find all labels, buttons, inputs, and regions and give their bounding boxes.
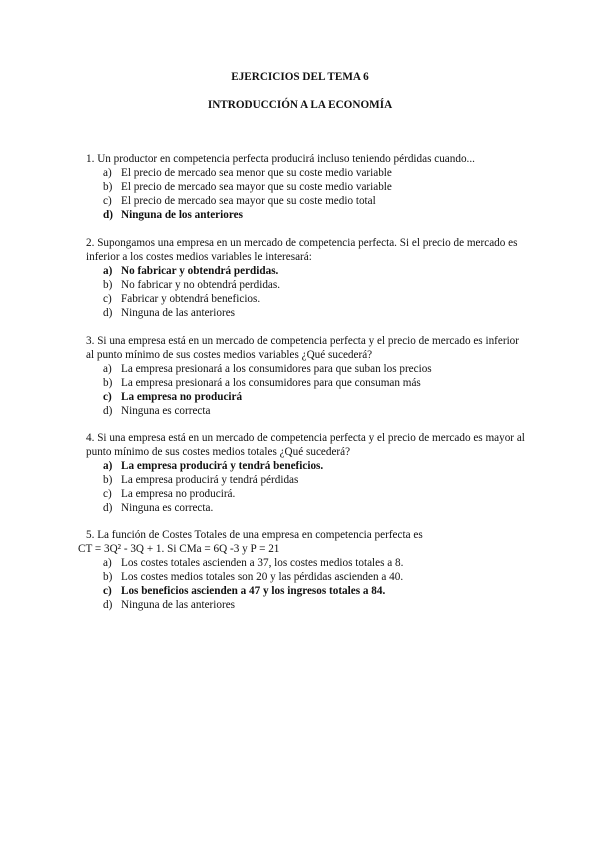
option-a	[86, 459, 526, 473]
option-letter: b)	[103, 377, 113, 389]
option-text: El precio de mercado sea mayor que su coste medio total	[121, 195, 376, 207]
option-letter: d)	[103, 209, 113, 221]
option-letter: d)	[103, 599, 113, 611]
question-4	[86, 431, 526, 515]
option-d	[86, 208, 526, 222]
option-letter: b)	[103, 571, 113, 583]
option-d	[86, 404, 526, 418]
question-1	[86, 152, 526, 222]
option-letter: d)	[103, 307, 113, 319]
option-letter: c)	[103, 391, 112, 403]
option-d	[86, 306, 526, 320]
option-letter: c)	[103, 195, 112, 207]
option-text: La empresa no producirá.	[121, 488, 236, 500]
option-d	[86, 501, 526, 515]
option-text: El precio de mercado sea mayor que su coste medio variable	[121, 181, 392, 193]
option-text: La empresa presionará a los consumidores para que consuman más	[121, 377, 421, 389]
option-b	[86, 570, 526, 584]
option-a	[86, 556, 526, 570]
option-list	[86, 264, 526, 320]
option-text: La empresa producirá y tendrá beneficios.	[121, 460, 324, 472]
option-text: Ninguna de las anteriores	[121, 307, 236, 319]
option-letter: b)	[103, 474, 113, 486]
option-text: La empresa no producirá	[121, 391, 243, 403]
option-letter: d)	[103, 502, 113, 514]
option-letter: b)	[103, 279, 113, 291]
question-3	[86, 334, 526, 418]
option-letter: a)	[103, 557, 112, 569]
option-text: Ninguna de las anteriores	[121, 599, 236, 611]
option-text: Fabricar y obtendrá beneficios.	[121, 293, 261, 305]
option-text: Ninguna de los anteriores	[121, 209, 243, 221]
option-a	[86, 264, 526, 278]
option-list	[86, 459, 526, 515]
option-a	[86, 362, 526, 376]
option-letter: a)	[103, 265, 113, 277]
option-list	[86, 556, 526, 612]
option-list	[86, 166, 526, 222]
option-text: Los costes medios totales son 20 y las pérdidas ascienden a 40.	[121, 571, 404, 583]
option-text: La empresa producirá y tendrá pérdidas	[121, 474, 299, 486]
question-stem: 2. Supongamos una empresa en un mercado de competencia perfecta. Si el precio de mercado es inferior a los costes medios variables le interesará:	[86, 237, 518, 263]
option-letter: c)	[103, 585, 112, 597]
question-stem: 4. Si una empresa está en un mercado de competencia perfecta y el precio de mercado es mayor al punto mínimo de sus costes medios totales ¿Qué sucederá?	[86, 432, 525, 458]
option-b	[86, 278, 526, 292]
document-title: EJERCICIOS DEL TEMA 6	[231, 71, 369, 83]
option-letter: a)	[103, 363, 112, 375]
option-text: El precio de mercado sea menor que su coste medio variable	[121, 167, 392, 179]
option-c	[86, 194, 526, 208]
document-subtitle: INTRODUCCIÓN A LA ECONOMÍA	[207, 99, 393, 111]
question-stem: 1. Un productor en competencia perfecta producirá incluso teniendo pérdidas cuando...	[86, 153, 475, 165]
option-c	[86, 487, 526, 501]
option-b	[86, 376, 526, 390]
option-c	[86, 292, 526, 306]
option-a	[86, 166, 526, 180]
option-list	[86, 362, 526, 418]
option-text: Ninguna es correcta.	[121, 502, 214, 514]
option-letter: a)	[103, 460, 113, 472]
question-2	[86, 236, 526, 320]
option-d	[86, 598, 526, 612]
option-text: Los beneficios ascienden a 47 y los ingresos totales a 84.	[121, 585, 386, 597]
option-text: La empresa presionará a los consumidores para que suban los precios	[121, 363, 432, 375]
question-stem: 3. Si una empresa está en un mercado de competencia perfecta y el precio de mercado es inferior al punto mínimo de sus costes medios variables ¿Qué sucederá?	[86, 335, 520, 361]
option-b	[86, 473, 526, 487]
option-text: No fabricar y obtendrá perdidas.	[121, 265, 279, 277]
option-letter: a)	[103, 167, 112, 179]
option-letter: c)	[103, 293, 112, 305]
option-b	[86, 180, 526, 194]
option-text: No fabricar y no obtendrá perdidas.	[121, 279, 281, 291]
option-c	[86, 390, 526, 404]
option-letter: c)	[103, 488, 112, 500]
option-c	[86, 584, 526, 598]
question-stem: 5. La función de Costes Totales de una empresa en competencia perfecta es	[86, 529, 423, 541]
cost-function-equation: CT = 3Q² - 3Q + 1. Si CMa = 6Q -3 y P = 21	[78, 543, 280, 555]
question-5	[78, 528, 526, 612]
option-letter: d)	[103, 405, 113, 417]
option-letter: b)	[103, 181, 113, 193]
option-text: Los costes totales ascienden a 37, los costes medios totales a 8.	[121, 557, 404, 569]
option-text: Ninguna es correcta	[121, 405, 211, 417]
